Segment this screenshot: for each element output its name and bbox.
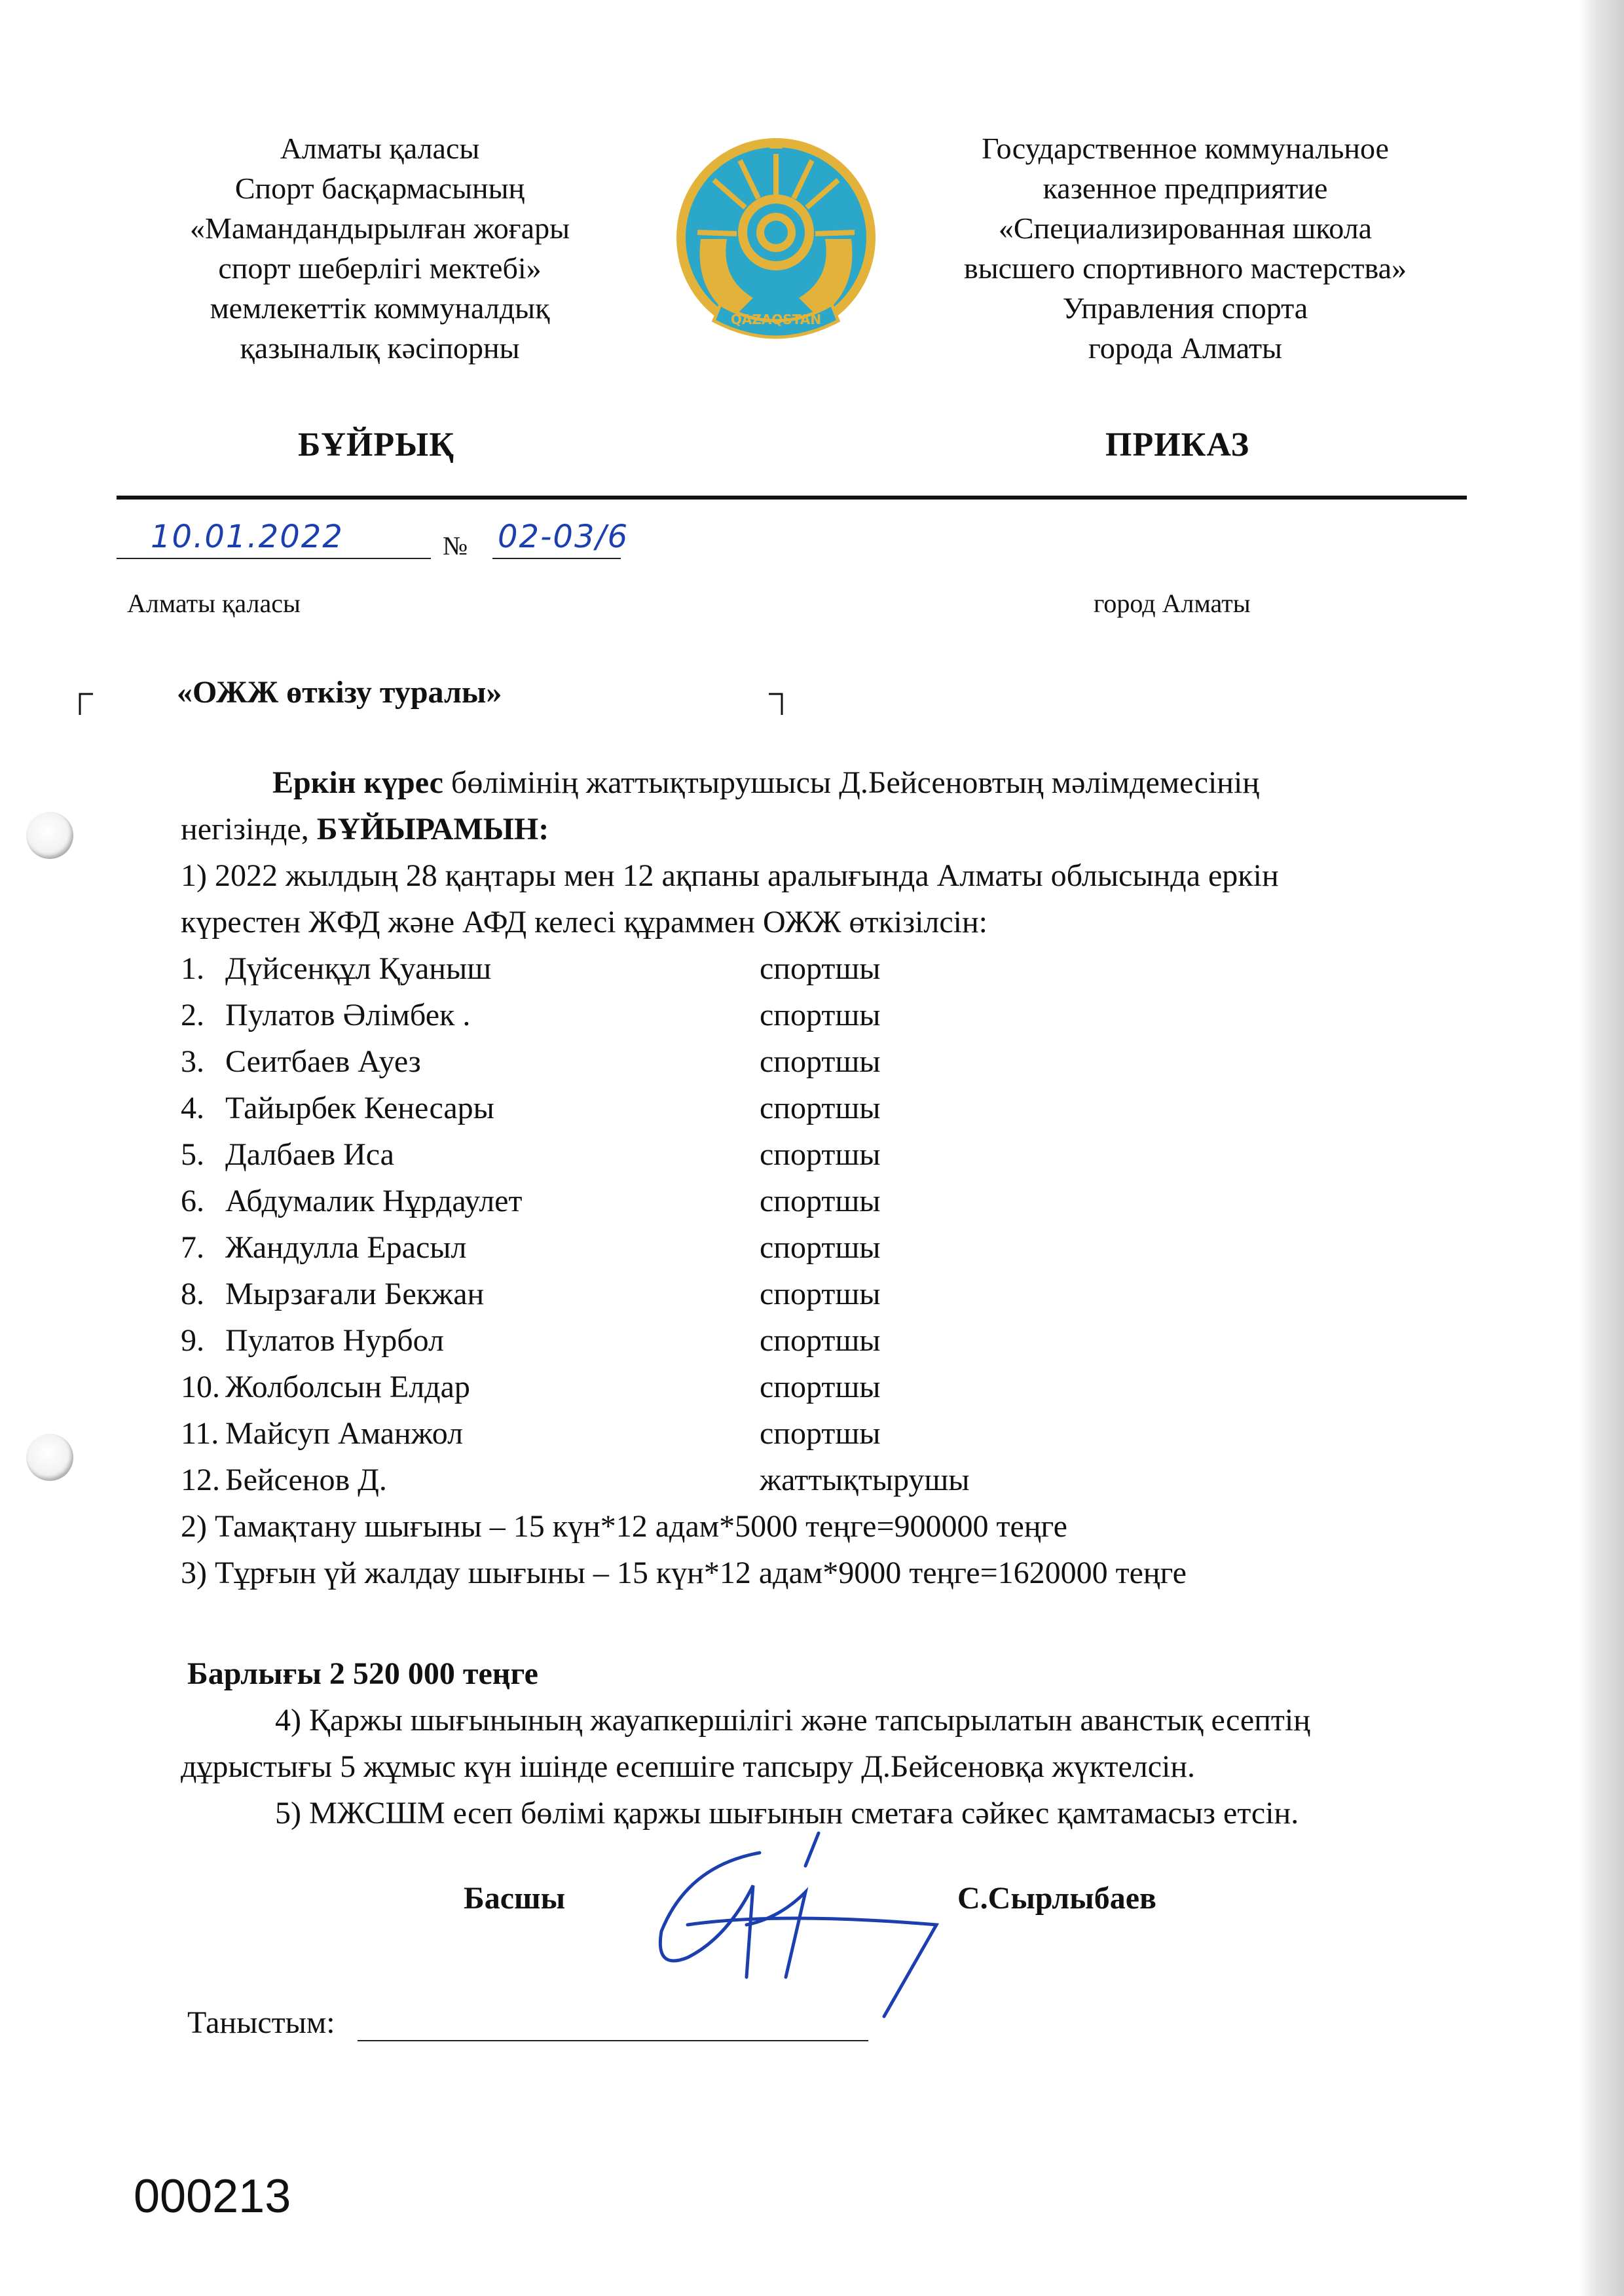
participant-row: 10. Жолболсын Елдар <box>181 1370 470 1404</box>
header-kz-line: қазыналық кәсіпорны <box>240 331 520 365</box>
expense-housing: 3) Тұрғын үй жалдау шығыны – 15 күн*12 адам*9000 теңге=1620000 теңге <box>181 1556 1187 1590</box>
header-ru-line: «Специализированная школа <box>998 211 1373 245</box>
number-sign: № <box>443 531 468 560</box>
item1-line1: 1) 2022 жылдың 28 қаңтары мен 12 ақпаны аралығында Алматы облысында еркін <box>181 858 1279 893</box>
emblem-text: QAZAQSTAN <box>730 312 822 327</box>
participant-row: 1. Дүйсенқұл Қуаныш <box>181 951 492 986</box>
number-underline <box>492 558 621 559</box>
expense-total: Барлығы 2 520 000 теңге <box>187 1656 538 1691</box>
participant-row: 9. Пулатов Нурбол <box>181 1323 444 1358</box>
header-ru-line: города Алматы <box>1088 331 1282 365</box>
participant-row: 6. Абдумалик Нұрдаулет <box>181 1184 523 1218</box>
participant-role: спортшы <box>760 1416 881 1451</box>
header-ru-line: Государственное коммунальное <box>982 132 1389 165</box>
participant-row: 12. Бейсенов Д. <box>181 1463 387 1497</box>
participant-role: спортшы <box>760 1137 881 1172</box>
participant-role: спортшы <box>760 951 881 986</box>
instruction-4-line2: дұрыстығы 5 жұмыс күн ішінде есепшіге тапсыру Д.Бейсеновқа жүктелсін. <box>181 1749 1196 1784</box>
intro-line2-plain: негізінде, <box>181 812 317 847</box>
header-kz-line: «Мамандандырылған жоғары <box>190 211 570 245</box>
participant-row: 7. Жандулла Ерасыл <box>181 1230 467 1265</box>
state-emblem <box>674 134 877 344</box>
header-kz <box>144 128 616 368</box>
header-kz-line: спорт шеберлігі мектебі» <box>218 251 542 285</box>
scan-edge-shadow <box>1578 0 1624 2296</box>
order-number: 02-03/6 <box>498 519 629 555</box>
acknowledged-label: Таныстым: <box>187 2005 335 2040</box>
corner-mark-left <box>79 693 94 716</box>
intro-paragraph <box>181 759 1452 806</box>
participant-row: 4. Тайырбек Кенесары <box>181 1091 494 1125</box>
signature-position: Басшы <box>464 1881 566 1916</box>
header-kz-line: Спорт басқармасының <box>234 172 525 205</box>
participant-role: спортшы <box>760 1323 881 1358</box>
participant-role: спортшы <box>760 1044 881 1079</box>
city-kz: Алматы қаласы <box>127 589 301 618</box>
handwritten-signature <box>648 1827 950 2023</box>
corner-mark-right <box>767 693 783 716</box>
participant-row: 2. Пулатов Әлімбек . <box>181 998 471 1032</box>
participant-role: жаттықтырушы <box>760 1463 970 1497</box>
participant-role: спортшы <box>760 1370 881 1404</box>
instruction-5: 5) МЖСШМ есеп бөлімі қаржы шығынын сметаға сәйкес қамтамасыз етсін. <box>275 1796 1299 1831</box>
document-number: 000213 <box>134 2170 291 2223</box>
participant-role: спортшы <box>760 998 881 1032</box>
item1-line2: күрестен ЖФД және АФД келесі құраммен ОЖЖ өткізілсін: <box>181 905 988 939</box>
header-ru <box>904 128 1467 368</box>
header-ru-line: казенное предприятие <box>1043 172 1328 205</box>
header-ru-line: высшего спортивного мастерства» <box>963 251 1407 285</box>
title-kz: БҰЙРЫҚ <box>298 426 454 464</box>
participant-row: 3. Сеитбаев Ауез <box>181 1044 421 1079</box>
participant-role: спортшы <box>760 1184 881 1218</box>
participant-row: 11. Майсуп Аманжол <box>181 1416 464 1451</box>
intro-line2 <box>181 806 549 852</box>
title-ru: ПРИКАЗ <box>1105 426 1250 464</box>
intro-line2-bold: БҰЙЫРАМЫН: <box>316 812 549 847</box>
punch-hole-bottom <box>26 1434 73 1481</box>
punch-hole-top <box>26 812 73 859</box>
header-kz-line: Алматы қаласы <box>280 132 480 165</box>
order-subject: «ОЖЖ өткізу туралы» <box>177 675 502 710</box>
signature-name: С.Сырлыбаев <box>957 1881 1156 1916</box>
date-underline <box>117 558 431 559</box>
header-ru-line: Управления спорта <box>1062 291 1308 325</box>
instruction-4-line1: 4) Қаржы шығынының жауапкершілігі және тапсырылатын аванстық есептің <box>275 1703 1310 1738</box>
order-date: 10.01.2022 <box>151 519 344 555</box>
participant-row: 8. Мырзағали Бекжан <box>181 1277 485 1311</box>
intro-bold: Еркін күрес <box>272 765 443 800</box>
acknowledged-line <box>358 2040 868 2041</box>
participant-row: 5. Далбаев Иса <box>181 1137 394 1172</box>
expense-food: 2) Тамақтану шығыны – 15 күн*12 адам*5000 теңге=900000 теңге <box>181 1509 1067 1544</box>
state-emblem-icon <box>674 134 877 344</box>
participant-role: спортшы <box>760 1091 881 1125</box>
header-kz-line: мемлекеттік коммуналдық <box>210 291 550 325</box>
participant-role: спортшы <box>760 1277 881 1311</box>
participant-role: спортшы <box>760 1230 881 1265</box>
city-ru: город Алматы <box>1094 589 1251 618</box>
header-divider <box>117 496 1467 500</box>
intro-rest: бөлімінің жаттықтырушысы Д.Бейсеновтың мәлімдемесінің <box>443 765 1260 800</box>
